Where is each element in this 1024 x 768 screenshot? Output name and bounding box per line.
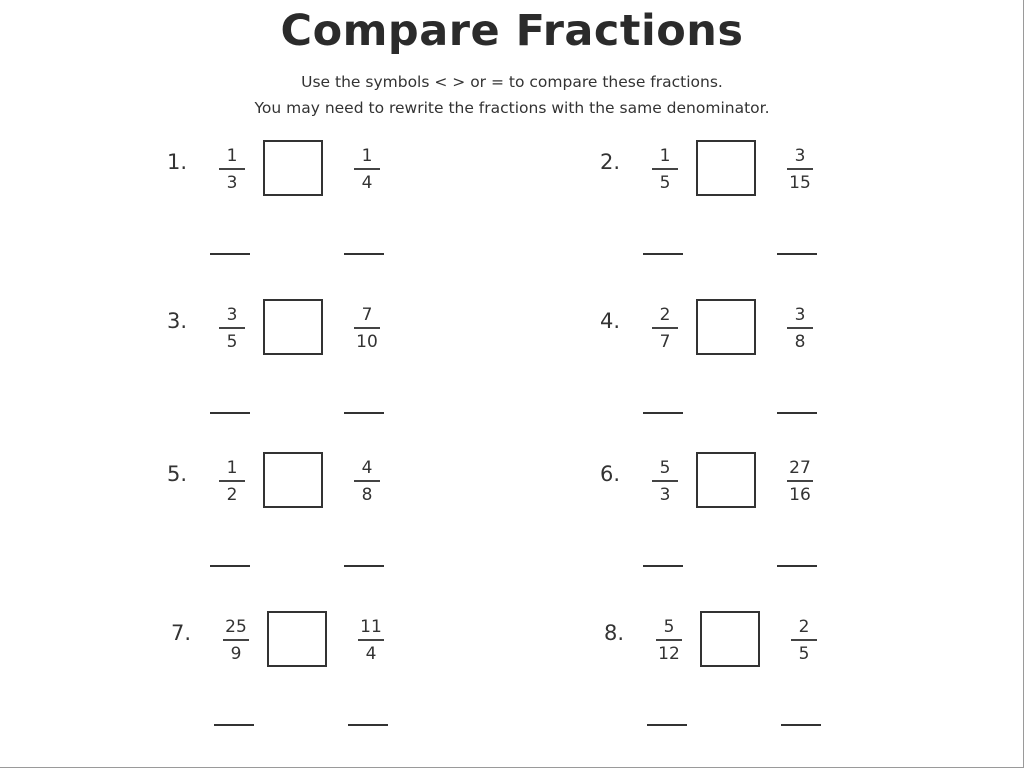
left-fraction [645, 146, 685, 193]
problem-8 [604, 617, 904, 751]
fraction-bar [791, 639, 817, 641]
left-fraction [212, 458, 252, 505]
fraction-bar [358, 639, 384, 641]
right-fraction [780, 305, 820, 352]
rewrite-blank-left[interactable] [210, 253, 250, 255]
rewrite-blank-right[interactable] [781, 724, 821, 726]
rewrite-blank-left[interactable] [643, 412, 683, 414]
rewrite-blank-right[interactable] [344, 565, 384, 567]
rewrite-blank-right[interactable] [344, 253, 384, 255]
denominator: 7 [659, 331, 671, 352]
right-fraction [347, 305, 387, 352]
instructions-line-1: Use the symbols < > or = to compare these fractions. [301, 73, 723, 91]
fraction-bar [652, 480, 678, 482]
rewrite-blank-left[interactable] [210, 565, 250, 567]
numerator: 1 [659, 146, 671, 166]
rewrite-blank-left[interactable] [214, 724, 254, 726]
comparison-answer-box[interactable] [263, 140, 323, 196]
numerator: 25 [225, 617, 247, 637]
rewrite-blank-right[interactable] [777, 565, 817, 567]
fraction-bar [787, 480, 813, 482]
fraction-bar [787, 168, 813, 170]
instructions-line-2: You may need to rewrite the fractions with the same denominator. [254, 99, 770, 117]
fraction-bar [219, 327, 245, 329]
numerator: 1 [361, 146, 373, 166]
denominator: 3 [226, 172, 238, 193]
problem-1 [167, 146, 467, 280]
numerator: 3 [226, 305, 238, 325]
right-fraction [780, 458, 820, 505]
left-fraction [645, 305, 685, 352]
denominator: 16 [789, 484, 811, 505]
fraction-bar [354, 327, 380, 329]
fraction-bar [354, 480, 380, 482]
fraction-bar [219, 480, 245, 482]
fraction-bar [354, 168, 380, 170]
problem-number: 4. [600, 309, 621, 333]
denominator: 12 [658, 643, 680, 664]
comparison-answer-box[interactable] [696, 299, 756, 355]
numerator: 5 [659, 458, 671, 478]
numerator: 2 [659, 305, 671, 325]
left-fraction [216, 617, 256, 664]
problem-5 [167, 458, 467, 592]
numerator: 2 [798, 617, 810, 637]
numerator: 1 [226, 458, 238, 478]
fraction-bar [656, 639, 682, 641]
numerator: 5 [663, 617, 675, 637]
problem-4 [600, 305, 900, 439]
fraction-bar [787, 327, 813, 329]
comparison-answer-box[interactable] [263, 299, 323, 355]
rewrite-blank-left[interactable] [643, 565, 683, 567]
left-fraction [649, 617, 689, 664]
page-title: Compare Fractions [280, 6, 744, 56]
denominator: 4 [361, 172, 373, 193]
denominator: 5 [226, 331, 238, 352]
problem-6 [600, 458, 900, 592]
rewrite-blank-left[interactable] [647, 724, 687, 726]
right-fraction [351, 617, 391, 664]
numerator: 4 [361, 458, 373, 478]
rewrite-blank-right[interactable] [777, 412, 817, 414]
denominator: 4 [365, 643, 377, 664]
numerator: 3 [794, 305, 806, 325]
denominator: 3 [659, 484, 671, 505]
right-fraction [780, 146, 820, 193]
comparison-answer-box[interactable] [696, 452, 756, 508]
denominator: 5 [659, 172, 671, 193]
rewrite-blank-left[interactable] [210, 412, 250, 414]
left-fraction [212, 305, 252, 352]
problem-3 [167, 305, 467, 439]
numerator: 3 [794, 146, 806, 166]
fraction-bar [219, 168, 245, 170]
right-fraction [347, 146, 387, 193]
rewrite-blank-right[interactable] [348, 724, 388, 726]
denominator: 2 [226, 484, 238, 505]
fraction-bar [652, 327, 678, 329]
denominator: 10 [356, 331, 378, 352]
right-fraction [784, 617, 824, 664]
comparison-answer-box[interactable] [700, 611, 760, 667]
denominator: 9 [230, 643, 242, 664]
comparison-answer-box[interactable] [696, 140, 756, 196]
rewrite-blank-right[interactable] [344, 412, 384, 414]
numerator: 27 [789, 458, 811, 478]
problem-number: 6. [600, 462, 621, 486]
problem-number: 3. [167, 309, 188, 333]
numerator: 1 [226, 146, 238, 166]
numerator: 7 [361, 305, 373, 325]
denominator: 5 [798, 643, 810, 664]
denominator: 8 [794, 331, 806, 352]
problem-7 [171, 617, 471, 751]
denominator: 15 [789, 172, 811, 193]
right-fraction [347, 458, 387, 505]
problem-number: 8. [604, 621, 625, 645]
left-fraction [645, 458, 685, 505]
problem-number: 7. [171, 621, 192, 645]
denominator: 8 [361, 484, 373, 505]
problem-number: 2. [600, 150, 621, 174]
numerator: 11 [360, 617, 382, 637]
left-fraction [212, 146, 252, 193]
fraction-bar [652, 168, 678, 170]
comparison-answer-box[interactable] [267, 611, 327, 667]
problem-2 [600, 146, 900, 280]
problem-number: 5. [167, 462, 188, 486]
comparison-answer-box[interactable] [263, 452, 323, 508]
fraction-bar [223, 639, 249, 641]
rewrite-blank-right[interactable] [777, 253, 817, 255]
rewrite-blank-left[interactable] [643, 253, 683, 255]
problem-number: 1. [167, 150, 188, 174]
